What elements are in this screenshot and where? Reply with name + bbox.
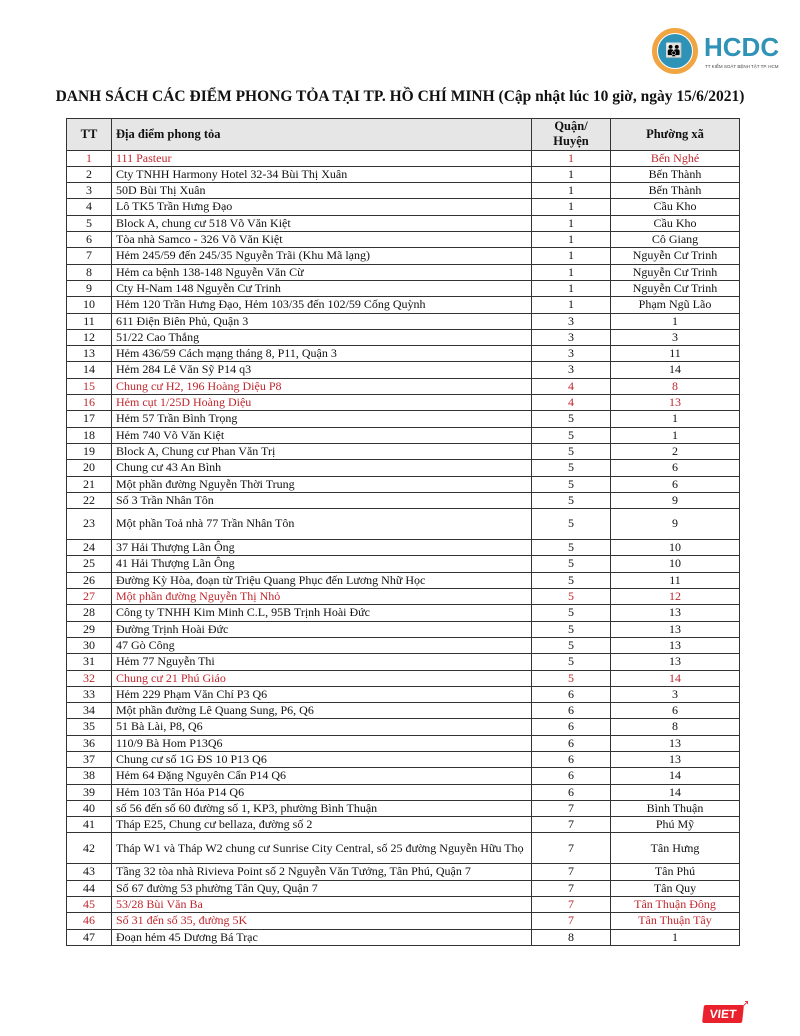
cell-district: 7	[532, 897, 611, 913]
cell-location: Lô TK5 Trần Hưng Đạo	[112, 199, 532, 215]
table-header-row	[67, 119, 740, 151]
header-ward: Phường xã	[611, 119, 740, 151]
cell-tt: 12	[67, 329, 112, 345]
cell-ward: 13	[611, 751, 740, 767]
table-row	[67, 509, 740, 540]
cell-tt: 7	[67, 248, 112, 264]
table-row	[67, 476, 740, 492]
cell-location: Chung cư H2, 196 Hoàng Diệu P8	[112, 378, 532, 394]
cell-tt: 2	[67, 166, 112, 182]
cell-ward: Cầu Kho	[611, 199, 740, 215]
people-figures-icon: 👪	[665, 43, 683, 59]
table-row	[67, 621, 740, 637]
cell-location: 51/22 Cao Thắng	[112, 329, 532, 345]
table-row	[67, 199, 740, 215]
cell-ward: Tân Phú	[611, 864, 740, 880]
cell-location: Hẻm 229 Phạm Văn Chí P3 Q6	[112, 686, 532, 702]
cell-tt: 26	[67, 572, 112, 588]
cell-location: Một phần Toả nhà 77 Trần Nhân Tôn	[112, 509, 532, 540]
cell-district: 5	[532, 411, 611, 427]
cell-ward: 14	[611, 362, 740, 378]
cell-location: Chung cư 43 An Bình	[112, 460, 532, 476]
cell-location: Hẻm 245/59 đến 245/35 Nguyễn Trãi (Khu Mã lạng)	[112, 248, 532, 264]
cell-location: Hẻm ca bệnh 138-148 Nguyễn Văn Cừ	[112, 264, 532, 280]
cell-tt: 34	[67, 703, 112, 719]
cell-location: Một phần đường Nguyễn Thời Trung	[112, 476, 532, 492]
table-row	[67, 897, 740, 913]
table-row	[67, 297, 740, 313]
cell-ward: 6	[611, 476, 740, 492]
cell-location: Chung cư 21 Phú Giáo	[112, 670, 532, 686]
cell-location: Hẻm 120 Trần Hưng Đạo, Hẻm 103/35 đến 102/59 Cống Quỳnh	[112, 297, 532, 313]
cell-district: 5	[532, 670, 611, 686]
cell-ward: 1	[611, 929, 740, 945]
cell-tt: 43	[67, 864, 112, 880]
table-row	[67, 929, 740, 945]
cell-ward: Phạm Ngũ Lão	[611, 297, 740, 313]
cell-ward: 1	[611, 411, 740, 427]
cell-district: 5	[532, 621, 611, 637]
cell-location: Đoạn hẻm 45 Dương Bá Trạc	[112, 929, 532, 945]
cell-tt: 47	[67, 929, 112, 945]
cell-ward: 3	[611, 686, 740, 702]
cell-location: 53/28 Bùi Văn Ba	[112, 897, 532, 913]
cell-district: 1	[532, 150, 611, 166]
table-row	[67, 150, 740, 166]
cell-location: Hẻm 284 Lê Văn Sỹ P14 q3	[112, 362, 532, 378]
table-row	[67, 264, 740, 280]
cell-district: 6	[532, 768, 611, 784]
cell-ward: Nguyễn Cư Trinh	[611, 248, 740, 264]
table-row	[67, 735, 740, 751]
table-row	[67, 492, 740, 508]
cell-district: 1	[532, 199, 611, 215]
cell-district: 1	[532, 248, 611, 264]
cell-ward: Nguyễn Cư Trinh	[611, 264, 740, 280]
table-row	[67, 670, 740, 686]
cell-tt: 11	[67, 313, 112, 329]
cell-district: 4	[532, 378, 611, 394]
cell-district: 5	[532, 654, 611, 670]
cell-location: Tháp E25, Chung cư bellaza, đường số 2	[112, 817, 532, 833]
cell-district: 4	[532, 395, 611, 411]
table-row	[67, 719, 740, 735]
cell-ward: 1	[611, 313, 740, 329]
cell-ward: Bến Nghé	[611, 150, 740, 166]
cell-location: Cty TNHH Harmony Hotel 32-34 Bùi Thị Xuân	[112, 166, 532, 182]
viet-watermark: VIET	[702, 1005, 744, 1023]
cell-district: 7	[532, 817, 611, 833]
cell-location: Tòa nhà Samco - 326 Võ Văn Kiệt	[112, 232, 532, 248]
cell-tt: 22	[67, 492, 112, 508]
cell-tt: 14	[67, 362, 112, 378]
cell-location: 51 Bà Lài, P8, Q6	[112, 719, 532, 735]
cell-ward: 3	[611, 329, 740, 345]
cell-district: 1	[532, 183, 611, 199]
cell-tt: 18	[67, 427, 112, 443]
cell-tt: 40	[67, 800, 112, 816]
cell-location: Số 31 đến số 35, đường 5K	[112, 913, 532, 929]
cell-ward: 14	[611, 768, 740, 784]
table-row	[67, 183, 740, 199]
cell-tt: 29	[67, 621, 112, 637]
cell-district: 3	[532, 329, 611, 345]
table-row	[67, 232, 740, 248]
cell-district: 5	[532, 572, 611, 588]
cell-district: 1	[532, 215, 611, 231]
cell-district: 7	[532, 913, 611, 929]
table-row	[67, 280, 740, 296]
cell-district: 3	[532, 313, 611, 329]
cell-tt: 9	[67, 280, 112, 296]
table-row	[67, 800, 740, 816]
cell-district: 7	[532, 864, 611, 880]
cell-district: 3	[532, 362, 611, 378]
table-row	[67, 215, 740, 231]
table-row	[67, 329, 740, 345]
cell-ward: Tân Quy	[611, 880, 740, 896]
cell-location: Công ty TNHH Kim Minh C.L, 95B Trịnh Hoài Đức	[112, 605, 532, 621]
cell-location: Hẻm 57 Trần Bình Trọng	[112, 411, 532, 427]
cell-district: 5	[532, 540, 611, 556]
cell-location: Hẻm 64 Đặng Nguyên Cẩn P14 Q6	[112, 768, 532, 784]
cell-location: 111 Pasteur	[112, 150, 532, 166]
cell-tt: 27	[67, 589, 112, 605]
cell-location: Hẻm 740 Võ Văn Kiệt	[112, 427, 532, 443]
cell-location: Đường Kỳ Hòa, đoạn từ Triệu Quang Phục đến Lương Nhữ Học	[112, 572, 532, 588]
cell-tt: 8	[67, 264, 112, 280]
cell-tt: 16	[67, 395, 112, 411]
cell-ward: 14	[611, 784, 740, 800]
cell-tt: 3	[67, 183, 112, 199]
cell-ward: 8	[611, 378, 740, 394]
document-title: DANH SÁCH CÁC ĐIỂM PHONG TỎA TẠI TP. HỒ CHÍ MINH (Cập nhật lúc 10 giờ, ngày 15/6/2021)	[55, 88, 745, 105]
table-body	[67, 150, 740, 945]
cell-location: 37 Hải Thượng Lãn Ông	[112, 540, 532, 556]
cell-district: 5	[532, 605, 611, 621]
cell-ward: 11	[611, 572, 740, 588]
hcdc-logo	[652, 26, 780, 82]
cell-location: Block A, chung cư 518 Võ Văn Kiệt	[112, 215, 532, 231]
cell-location: 110/9 Bà Hom P13Q6	[112, 735, 532, 751]
cell-ward: 13	[611, 654, 740, 670]
cell-tt: 17	[67, 411, 112, 427]
cell-tt: 20	[67, 460, 112, 476]
cell-ward: Nguyễn Cư Trinh	[611, 280, 740, 296]
cell-tt: 42	[67, 833, 112, 864]
cell-district: 5	[532, 556, 611, 572]
cell-ward: 14	[611, 670, 740, 686]
cell-district: 1	[532, 166, 611, 182]
cell-location: Hẻm cụt 1/25D Hoàng Diệu	[112, 395, 532, 411]
cell-ward: 2	[611, 443, 740, 459]
cell-ward: Cầu Kho	[611, 215, 740, 231]
table-row	[67, 362, 740, 378]
cell-tt: 23	[67, 509, 112, 540]
cell-district: 5	[532, 460, 611, 476]
cell-tt: 38	[67, 768, 112, 784]
cell-district: 8	[532, 929, 611, 945]
cell-district: 5	[532, 443, 611, 459]
cell-location: Block A, Chung cư Phan Văn Trị	[112, 443, 532, 459]
logo-brand: HCDC	[704, 32, 780, 62]
cell-tt: 4	[67, 199, 112, 215]
cell-tt: 35	[67, 719, 112, 735]
cell-tt: 37	[67, 751, 112, 767]
cell-tt: 41	[67, 817, 112, 833]
cell-district: 5	[532, 509, 611, 540]
cell-district: 1	[532, 280, 611, 296]
logo-subtitle: TT KIỂM SOÁT BỆNH TẬT TP. HCM	[705, 64, 779, 69]
cell-ward: 9	[611, 509, 740, 540]
cell-district: 6	[532, 735, 611, 751]
cell-district: 1	[532, 297, 611, 313]
cell-location: Hẻm 436/59 Cách mạng tháng 8, P11, Quận 3	[112, 346, 532, 362]
table-row	[67, 540, 740, 556]
cell-district: 7	[532, 880, 611, 896]
cell-tt: 13	[67, 346, 112, 362]
cell-tt: 25	[67, 556, 112, 572]
cell-ward: 13	[611, 637, 740, 653]
cell-ward: 13	[611, 605, 740, 621]
table-row	[67, 880, 740, 896]
table-row	[67, 556, 740, 572]
cell-tt: 6	[67, 232, 112, 248]
cell-ward: 10	[611, 556, 740, 572]
cell-ward: 6	[611, 703, 740, 719]
cell-location: Cty H-Nam 148 Nguyễn Cư Trinh	[112, 280, 532, 296]
cell-tt: 28	[67, 605, 112, 621]
cell-tt: 1	[67, 150, 112, 166]
cell-location: Hẻm 103 Tân Hóa P14 Q6	[112, 784, 532, 800]
table-row	[67, 166, 740, 182]
cell-ward: 13	[611, 395, 740, 411]
lockdown-table	[66, 118, 740, 946]
cell-ward: Bình Thuận	[611, 800, 740, 816]
cell-tt: 32	[67, 670, 112, 686]
table-row	[67, 427, 740, 443]
cell-district: 7	[532, 800, 611, 816]
header-tt: TT	[67, 119, 112, 151]
cell-district: 6	[532, 784, 611, 800]
cell-tt: 15	[67, 378, 112, 394]
table-row	[67, 751, 740, 767]
cell-district: 6	[532, 719, 611, 735]
table-row	[67, 817, 740, 833]
cell-location: số 56 đến số 60 đường số 1, KP3, phường Bình Thuận	[112, 800, 532, 816]
cell-tt: 46	[67, 913, 112, 929]
table-row	[67, 346, 740, 362]
table-row	[67, 784, 740, 800]
cell-ward: 1	[611, 427, 740, 443]
table-row	[67, 833, 740, 864]
cell-tt: 45	[67, 897, 112, 913]
cell-ward: 13	[611, 621, 740, 637]
table-row	[67, 313, 740, 329]
cell-tt: 39	[67, 784, 112, 800]
cell-ward: Bến Thành	[611, 166, 740, 182]
cell-district: 6	[532, 703, 611, 719]
cell-location: 50D Bùi Thị Xuân	[112, 183, 532, 199]
cell-ward: 6	[611, 460, 740, 476]
cell-tt: 44	[67, 880, 112, 896]
cell-district: 6	[532, 751, 611, 767]
cell-location: Chung cư số 1G ĐS 10 P13 Q6	[112, 751, 532, 767]
cell-location: Hẻm 77 Nguyễn Thi	[112, 654, 532, 670]
table-row	[67, 460, 740, 476]
cell-location: Một phần đường Lê Quang Sung, P6, Q6	[112, 703, 532, 719]
table-row	[67, 654, 740, 670]
cell-district: 7	[532, 833, 611, 864]
table-row	[67, 686, 740, 702]
table-row	[67, 864, 740, 880]
cell-location: Số 67 đường 53 phường Tân Quy, Quận 7	[112, 880, 532, 896]
cell-tt: 19	[67, 443, 112, 459]
cell-location: 47 Gò Công	[112, 637, 532, 653]
table-row	[67, 395, 740, 411]
table-row	[67, 703, 740, 719]
table-row	[67, 768, 740, 784]
table-row	[67, 248, 740, 264]
cell-location: Đường Trịnh Hoài Đức	[112, 621, 532, 637]
cell-location: Tầng 32 tòa nhà Rivieva Point số 2 Nguyễn Văn Tưởng, Tân Phú, Quận 7	[112, 864, 532, 880]
cell-tt: 5	[67, 215, 112, 231]
cell-ward: Tân Thuận Tây	[611, 913, 740, 929]
header-district: Quận/ Huyện	[532, 119, 611, 151]
cell-location: 41 Hải Thượng Lãn Ông	[112, 556, 532, 572]
table-row	[67, 411, 740, 427]
cell-location: Một phần đường Nguyễn Thị Nhỏ	[112, 589, 532, 605]
cell-tt: 10	[67, 297, 112, 313]
cell-tt: 21	[67, 476, 112, 492]
cell-ward: 10	[611, 540, 740, 556]
cell-ward: Phú Mỹ	[611, 817, 740, 833]
table-row	[67, 605, 740, 621]
cell-ward: 8	[611, 719, 740, 735]
cell-ward: 9	[611, 492, 740, 508]
cell-tt: 30	[67, 637, 112, 653]
cell-ward: 11	[611, 346, 740, 362]
cell-district: 6	[532, 686, 611, 702]
cell-district: 5	[532, 492, 611, 508]
cell-ward: Cô Giang	[611, 232, 740, 248]
cell-ward: 13	[611, 735, 740, 751]
cell-district: 3	[532, 346, 611, 362]
table-row	[67, 572, 740, 588]
cell-ward: 12	[611, 589, 740, 605]
cell-district: 1	[532, 264, 611, 280]
cell-location: 611 Điện Biên Phủ, Quận 3	[112, 313, 532, 329]
cell-tt: 33	[67, 686, 112, 702]
table-row	[67, 378, 740, 394]
cell-district: 5	[532, 589, 611, 605]
cell-ward: Bến Thành	[611, 183, 740, 199]
cell-ward: Tân Thuận Đông	[611, 897, 740, 913]
cell-tt: 24	[67, 540, 112, 556]
cell-location: Số 3 Trần Nhân Tôn	[112, 492, 532, 508]
table-row	[67, 913, 740, 929]
cell-district: 1	[532, 232, 611, 248]
cell-location: Tháp W1 và Tháp W2 chung cư Sunrise City Central, số 25 đường Nguyễn Hữu Thọ	[112, 833, 532, 864]
cell-district: 5	[532, 476, 611, 492]
table-row	[67, 637, 740, 653]
cell-district: 5	[532, 637, 611, 653]
table-row	[67, 589, 740, 605]
arrow-up-right-icon: ↗	[741, 999, 750, 1010]
cell-tt: 31	[67, 654, 112, 670]
cell-tt: 36	[67, 735, 112, 751]
header-location: Địa điểm phong tỏa	[112, 119, 532, 151]
cell-district: 5	[532, 427, 611, 443]
table-row	[67, 443, 740, 459]
cell-ward: Tân Hưng	[611, 833, 740, 864]
